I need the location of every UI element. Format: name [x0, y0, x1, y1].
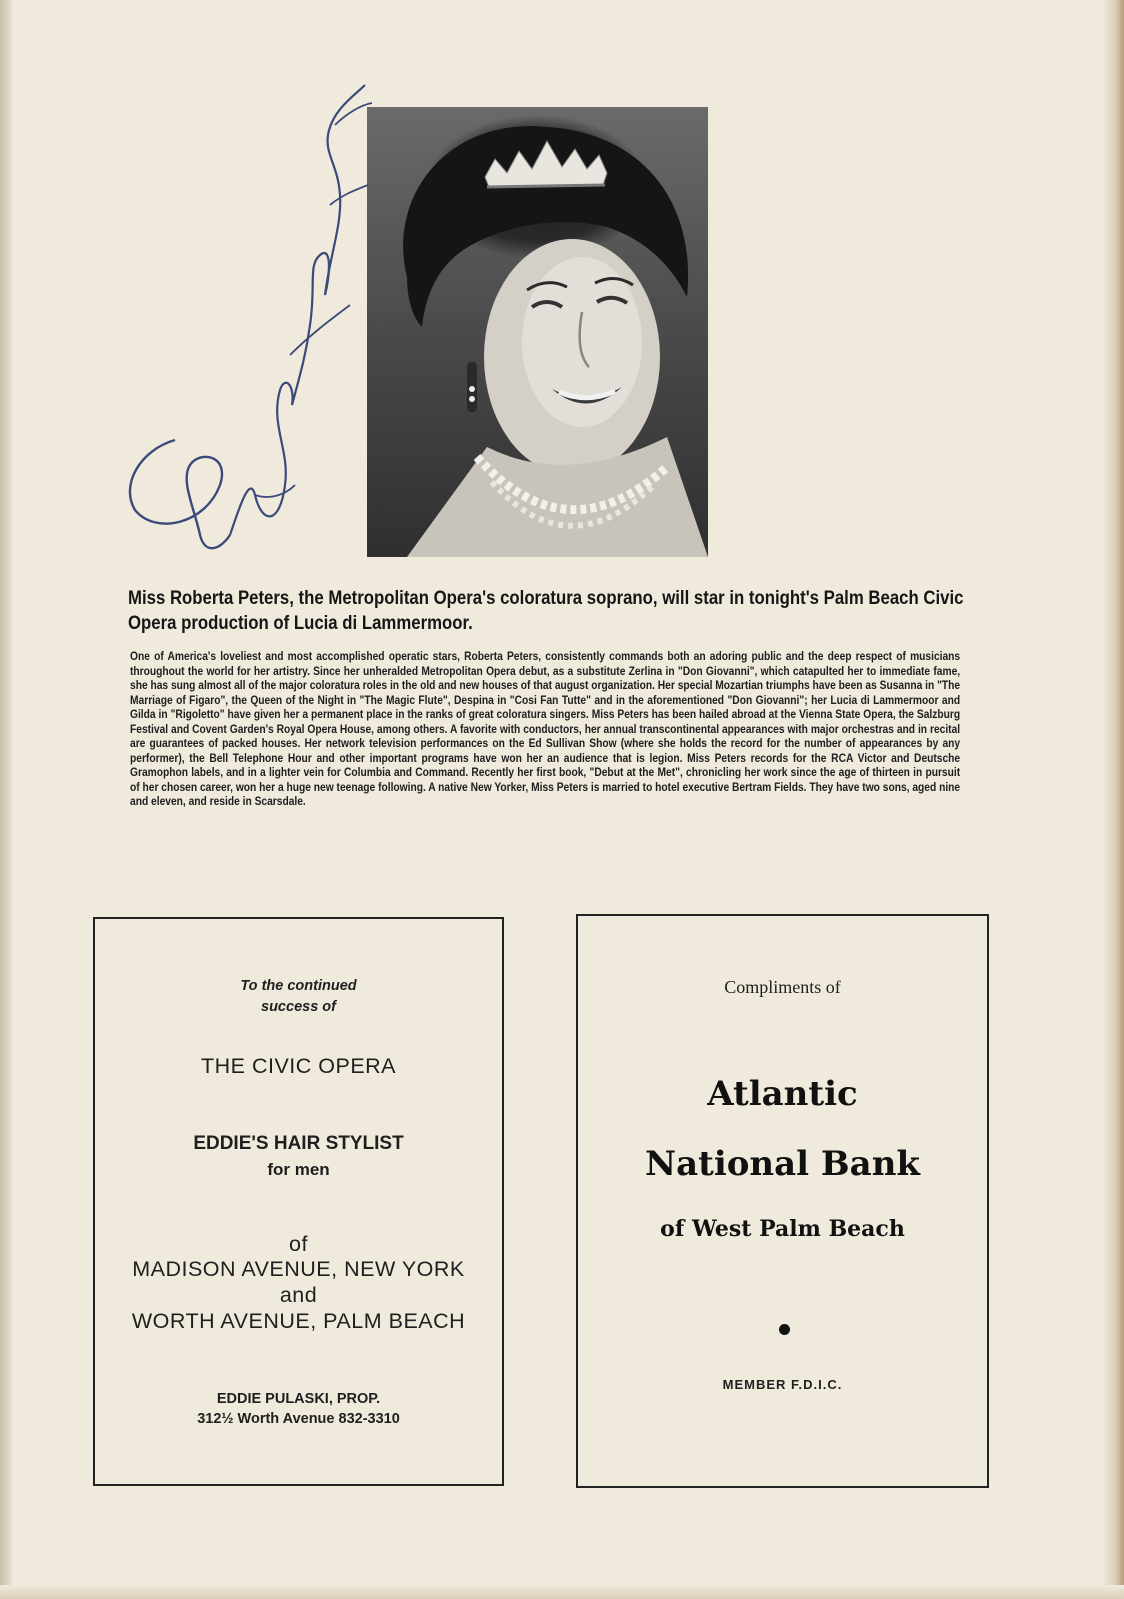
ad-left-address: 312½ Worth Avenue 832-3310 — [197, 1411, 400, 1427]
ad-eddies-hair-stylist — [93, 917, 504, 1486]
ad-right-compliments: Compliments of — [724, 977, 841, 997]
ad-left-location-1: MADISON AVENUE, NEW YORK — [132, 1257, 465, 1281]
article-body: One of America's loveliest and most accomplished operatic stars, Roberta Peters, consistently commands both an adoring public and the deep respect of musicians throughout the world for her artistry. Since her unheralded Metropolitan Opera debut, as a substitute Zerlina in "Don Giovanni", which catapulted her to immediate fame, she has sung almost all of the major coloratura roles in the old and new houses of that august organization. Her special Mozartian triumphs have been as Susanna in "The Marriage of Figaro", the Queen of the Night in "The Magic Flute", Despina in "Cosi Fan Tutte" and in the aforementioned "Don Giovanni"; her Lucia di Lammermoor and Gilda in "Rigoletto" have given her a permanent place in the ranks of great coloratura singers. Miss Peters has been hailed abroad at the Vienna State Opera, the Salzburg Festival and Covent Garden's Royal Opera House, among others. A favorite with conductors, her annual transcontinental appearances with major orchestras and in recital are guarantees of packed houses. Her network television performances on the Ed Sullivan Show (where she holds the record for the number of appearances by any performer), the Bell Telephone Hour and other important programs have won her an audience that is legion. Miss Peters records for the RCA Victor and Deutsche Gramophon labels, and in a lighter vein for Columbia and Command. Recently her first book, "Debut at the Met", chronicling her work since the age of thirteen in pursuit of her chosen career, won her a huge new teenage following. A native New Yorker, Miss Peters is married to hotel executive Bertram Fields. They have two sons, aged nine and eleven, and reside in Scarsdale. — [130, 649, 961, 809]
ad-left-line2: success of — [261, 999, 336, 1015]
ad-left-org: THE CIVIC OPERA — [200, 1054, 397, 1078]
page-right-edge — [1102, 0, 1124, 1599]
ad-right-bank-line2: National Bank — [645, 1144, 920, 1184]
ad-right-member: MEMBER F.D.I.C. — [722, 1377, 843, 1392]
page-bottom-edge — [0, 1585, 1124, 1599]
ad-right-bank-line3: of West Palm Beach — [660, 1216, 905, 1242]
ad-left-business-sub: for men — [267, 1160, 330, 1179]
bullet-dot-icon — [779, 1324, 790, 1335]
handwritten-signature — [80, 55, 380, 565]
ad-left-proprietor: EDDIE PULASKI, PROP. — [216, 1391, 381, 1407]
ad-left-business: EDDIE'S HAIR STYLIST — [193, 1133, 404, 1154]
ad-left-location-2: WORTH AVENUE, PALM BEACH — [131, 1309, 466, 1333]
portrait-illustration — [367, 107, 708, 557]
ad-atlantic-national-bank — [576, 914, 989, 1488]
ad-left-line1: To the continued — [240, 978, 357, 994]
ad-left-and: and — [279, 1283, 318, 1307]
portrait-photo — [367, 107, 708, 557]
article-headline: Miss Roberta Peters, the Metropolitan Opera's coloratura soprano, will star in tonight's Palm Beach Civic Opera production of Lucia di Lammermoor. — [128, 587, 964, 634]
ad-right-bank-line1: Atlantic — [707, 1074, 858, 1114]
ad-left-of: of — [289, 1232, 308, 1256]
page-spine — [0, 0, 14, 1599]
